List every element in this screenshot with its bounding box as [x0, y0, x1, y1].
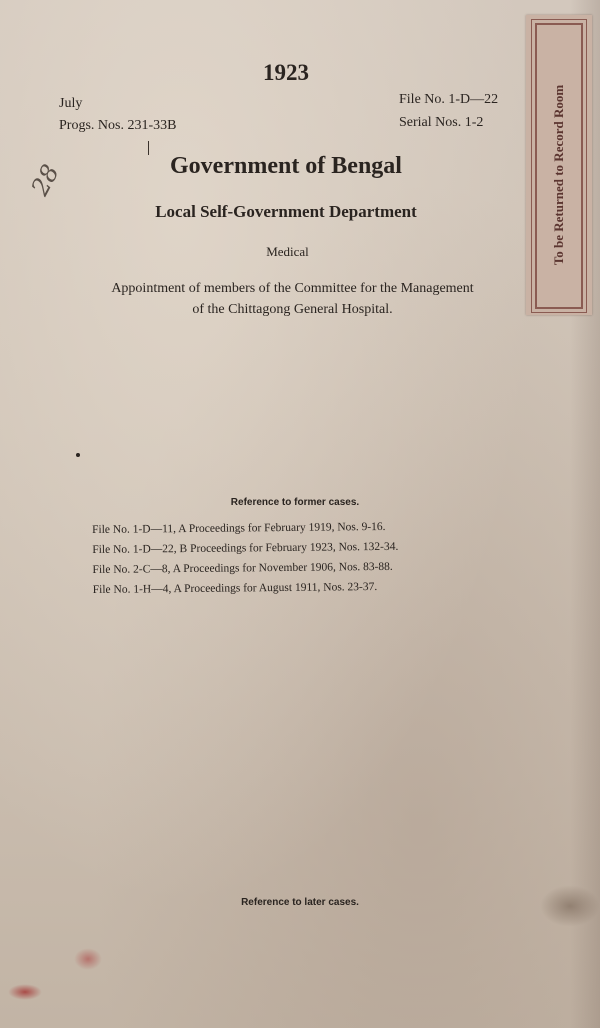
former-case-item: File No. 1-D—22, B Proceedings for February 1923, Nos. 132-34.: [92, 540, 399, 556]
subject-line-2: of the Chittagong General Hospital.: [192, 302, 393, 317]
page-title: Government of Bengal: [170, 153, 402, 179]
ink-dot: [76, 453, 80, 457]
later-cases-heading: Reference to later cases.: [241, 897, 359, 908]
former-cases-heading: Reference to former cases.: [230, 497, 360, 508]
former-case-item: File No. 1-D—11, A Proceedings for February 1919, Nos. 9-16.: [92, 520, 386, 536]
right-meta-block: [399, 88, 498, 134]
left-meta-block: [59, 93, 176, 137]
red-stain: [8, 984, 42, 1000]
serial-nos-label: Serial Nos. 1-2: [399, 115, 484, 130]
month-label: July: [59, 96, 83, 111]
former-cases-list: [92, 517, 399, 600]
former-case-item: File No. 1-H—4, A Proceedings for August 1911, Nos. 23-37.: [92, 581, 378, 596]
section-label: Medical: [266, 244, 309, 259]
record-room-stamp: [526, 15, 592, 315]
file-no-label: File No. 1-D—22: [399, 92, 499, 107]
year-heading: 1923: [263, 60, 309, 85]
red-stain: [74, 948, 102, 970]
stamp-text: To be Returned to Record Room: [551, 84, 566, 266]
brown-stain: [540, 885, 600, 927]
former-case-item: File No. 2-C—8, A Proceedings for November 1906, Nos. 83-88.: [92, 560, 393, 576]
department-heading: Local Self-Government Department: [155, 202, 417, 221]
stamp-border: [535, 23, 583, 309]
subject-text: [60, 278, 525, 320]
handwritten-margin-note: 28: [25, 159, 65, 201]
subject-line-1: Appointment of members of the Committee for the Management: [111, 281, 474, 296]
progs-nos-label: Progs. Nos. 231-33B: [59, 118, 177, 133]
